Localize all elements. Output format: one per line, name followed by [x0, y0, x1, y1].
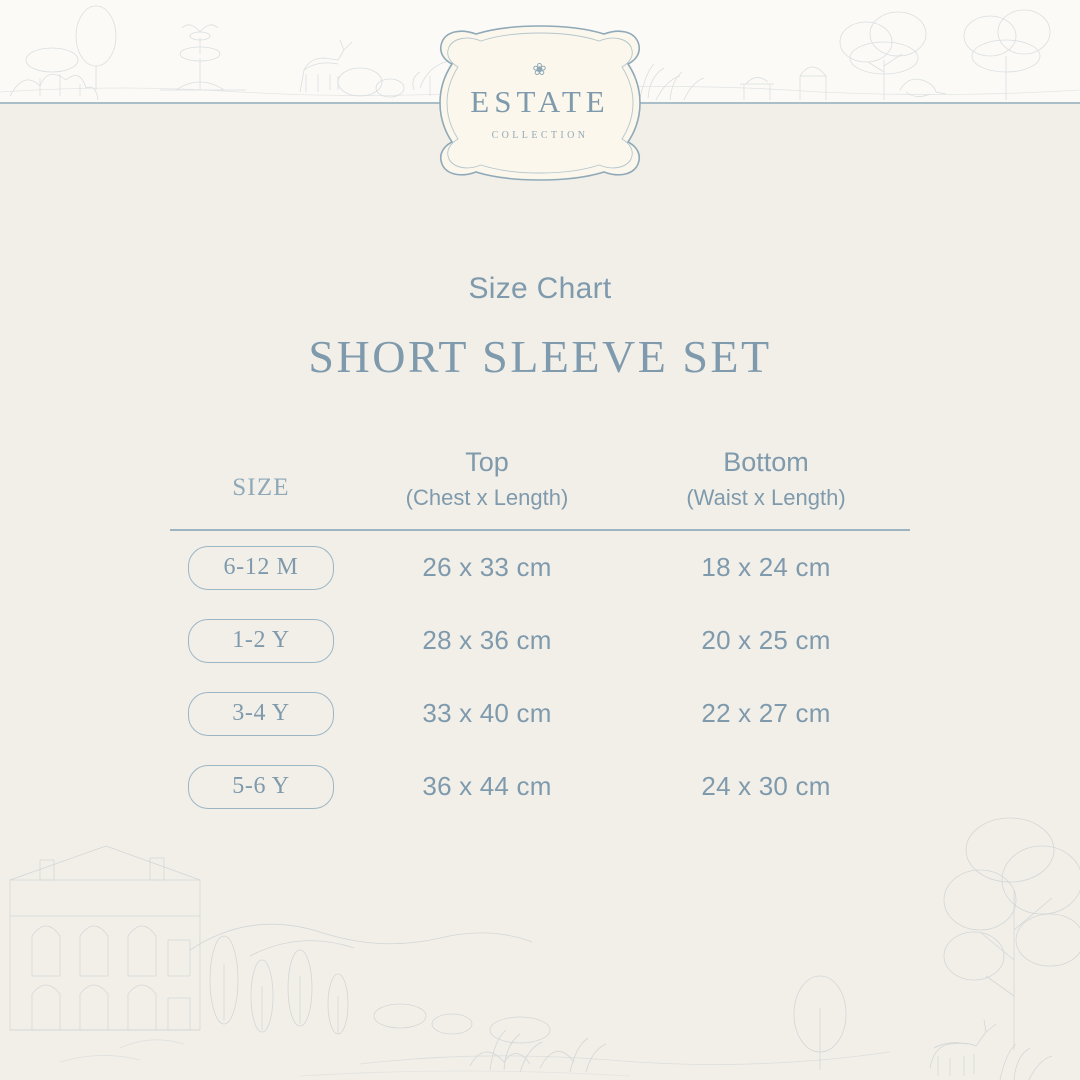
size-badge: 5-6 Y [188, 765, 334, 809]
cell-bottom: 24 x 30 cm [701, 771, 831, 802]
brand-name: ESTATE [470, 84, 610, 119]
cell-size [170, 546, 352, 590]
cell-size [170, 692, 352, 736]
brand-crest [416, 22, 664, 184]
column-header-top [352, 448, 622, 511]
cell-top: 28 x 36 cm [422, 625, 552, 656]
size-chart-table [170, 448, 910, 823]
table-row [170, 531, 910, 604]
cell-size [170, 619, 352, 663]
cell-top: 26 x 33 cm [422, 552, 552, 583]
table-row [170, 604, 910, 677]
cell-bottom: 22 x 27 cm [701, 698, 831, 729]
brand-subtitle: COLLECTION [491, 130, 589, 141]
column-header-top-sublabel: (Chest x Length) [405, 485, 569, 511]
page-title: SHORT SLEEVE SET [308, 331, 772, 382]
cell-bottom: 18 x 24 cm [701, 552, 831, 583]
column-header-bottom-label: Bottom [723, 447, 809, 477]
column-header-size [170, 448, 352, 502]
size-badge: 1-2 Y [188, 619, 334, 663]
crest-ornament-icon: ❀ [532, 60, 548, 79]
column-header-top-label: Top [465, 447, 509, 477]
cell-size [170, 765, 352, 809]
column-header-bottom [622, 448, 910, 511]
table-row [170, 677, 910, 750]
column-header-bottom-sublabel: (Waist x Length) [686, 485, 846, 511]
table-row [170, 750, 910, 823]
column-header-size-label: SIZE [232, 474, 290, 501]
table-header-divider [170, 529, 910, 531]
size-badge: 3-4 Y [188, 692, 334, 736]
size-badge: 6-12 M [188, 546, 334, 590]
cell-top: 33 x 40 cm [422, 698, 552, 729]
cell-top: 36 x 44 cm [422, 771, 552, 802]
page-eyebrow: Size Chart [468, 272, 612, 305]
cell-bottom: 20 x 25 cm [701, 625, 831, 656]
bottom-toile-scene [0, 780, 1080, 1080]
table-header-row [170, 448, 910, 523]
